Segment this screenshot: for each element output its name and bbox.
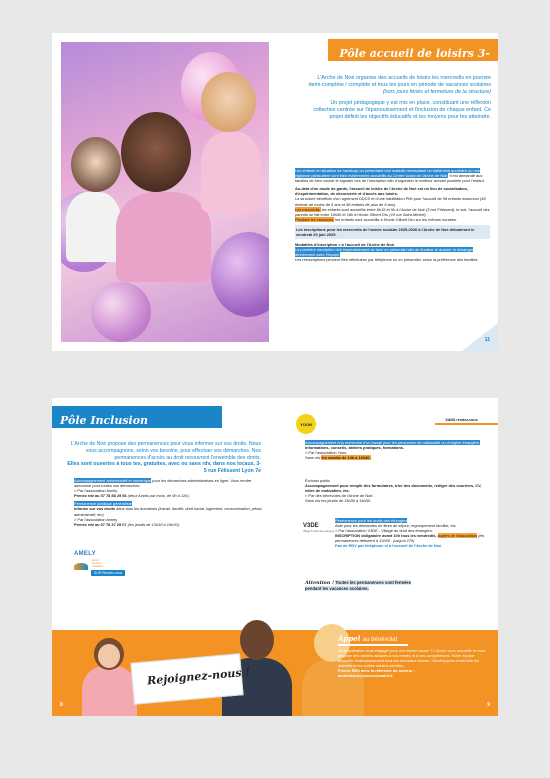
v3de-logo-sub: Village du droit des étrangers: [303, 530, 335, 533]
page-11: [275, 33, 498, 351]
child-head: [71, 137, 121, 192]
photo-page: [52, 33, 275, 351]
ecrivain-title: Écrivain public: [305, 478, 331, 483]
section-banner: [52, 406, 222, 428]
handicap-text: Il est demandé aux familles de bien vouloir le signaler lors de l'inscription afin d'organiser le meilleur accueil possible pour l'enfant.: [295, 173, 485, 184]
modalites-highlight: La première inscription doit impérativement se faire en présentiel afin de finaliser le dossier et échanger directement avec l'équipe.: [295, 247, 474, 258]
appel-email: archedenoe@armeedusalut.fr: [338, 673, 393, 679]
sur-rdv-badge: SUR Rendez-vous: [91, 570, 125, 576]
page-number: 8: [60, 702, 63, 708]
yoon-block: [305, 440, 490, 460]
child-body: [66, 192, 121, 262]
appel-body: [338, 648, 488, 679]
mode-garde-heading: Au-delà d'un mode de garde, l'accueil de loisirs de l'Arche de Noé est un lieu de socialisation, d'expérimentation, de découverte et d'accès aux loisirs.: [295, 186, 469, 197]
balloon: [91, 282, 151, 342]
appel-text: Vous souhaitez vous engager pour une bonne cause ? L'Arche vous accueille et vous propose des ateliers adaptés à vos envies et à vos compétences. Notre équipe accueille chaleureusement tous les nouveaux talents ! Développons ensemble les activités et les sorties adultes-familles.: [338, 648, 486, 669]
intro-text: [66, 441, 261, 475]
page-8-body: [74, 478, 264, 530]
child-body: [116, 192, 211, 282]
yoon-highlight: Accompagnement à la recherche d'un travail pour les personnes de nationalité ou d'origine étrangère.: [305, 440, 481, 445]
intro-text: [307, 75, 491, 125]
page-11-body: [295, 168, 490, 266]
yoon-bold: Informations, conseils, ateliers pratiques, formations.: [305, 445, 405, 451]
v3de-highlight-2: auprès de l'association: [437, 533, 477, 539]
mercredis-highlight: Les mercredis,: [295, 206, 321, 212]
ecrivain-by: > Par des bénévoles de l'Arche de Noé.: [305, 493, 374, 499]
inscriptions-notice: Les inscriptions pour les mercredis de l'année scolaire 2025-2026 à l'Arche de Noé débuteront le vendredi 20 juin 2025.: [295, 225, 490, 239]
section-title: Pôle accueil de loisirs 3-13 ans: [339, 47, 490, 78]
yoon-when-highlight: les mardis de 14h à 16h30.: [321, 455, 371, 461]
mercredis-text: , le soir, l'accueil des parents se fait entre 16h30 et 18h à l'école Gilbert Dru: [295, 206, 490, 217]
sans-rdv-tab: SANS rendez-vous: [425, 416, 498, 424]
join-us-text: Rejoignez-nous !: [146, 665, 251, 688]
ecrivain-block: [305, 478, 490, 503]
v3de-highlight: Permanence pour les droits des étrangers: [335, 518, 408, 523]
accompagnement-text: pour les démarches administratives en ligne. Vous rendre autonome pour toutes vos démarches.: [74, 478, 252, 489]
corner-decoration: [462, 323, 498, 351]
appel-title: Appel au bénévolat: [338, 634, 398, 643]
modalites-text: Les réinscriptions peuvent être effectuées par téléphone ou en présentiel, selon la préférence des familles.: [295, 257, 479, 263]
sans-rdv-underline: [435, 423, 498, 425]
vacances-highlight: Pendant les vacances,: [295, 216, 335, 222]
page-number: 9: [487, 702, 490, 708]
attention-text: Toutes les permanences sont fermées pendant les vacances scolaires.: [305, 580, 412, 592]
yoon-logo: YOON: [296, 414, 316, 434]
v3de-by: > Par l'association V3DE - Village du droit des étrangers.: [335, 528, 433, 534]
intro-bold: Elles sont ouvertes à tous tes, gratuites, avec ou sans rdv, dans nos locaux, 3-5 rue Félissent Lyon 7e: [67, 461, 261, 475]
mode-garde-text: La structure bénéficie d'un agrément DDCS et d'une habilitation PMI pour l'accueil de 96 enfants maximum: [295, 196, 479, 202]
section-banner: [328, 39, 498, 78]
intro-italic: (hors jours fériés et fermeture de la structure): [382, 89, 491, 95]
v3de-logo: V3DE: [303, 523, 319, 529]
mercredis-italic: (10 rue Saint-Michel).: [389, 211, 427, 217]
section-title: Pôle Inclusion: [60, 414, 149, 427]
page-number: 11: [484, 337, 490, 343]
appel-underline: [338, 644, 408, 646]
mercredis-italic: (3 rue Félissent): [425, 206, 455, 212]
vacances-text: les enfants sont accueillis à l'école Gilbert Dru sur les mêmes horaires.: [335, 216, 458, 222]
intro-paragraph: L'Arche de Noé organise des accueils de loisirs les mercredis en journée demi-complète / complète et tous les jours en période de vacances scolaires: [308, 75, 491, 88]
amely-tagline: accès au droit médiation: [92, 559, 104, 568]
attention-label: Attention !: [305, 580, 335, 586]
accompagnement-highlight: Accompagnement administratif et numérique: [74, 478, 152, 483]
child-body: [201, 132, 261, 212]
balloon: [211, 232, 269, 317]
intro-paragraph: L'Arche de Noé propose des permanences pour vous informer sur vos droits. Nous vous accompagnons, selon vos besoins, pour effectuer vos démarches. Nos permanences d'accès au droit recouvrent l'ensemble des droits.: [70, 441, 261, 461]
v3de-block: [335, 518, 493, 549]
ecrivain-bold: Accompagnement pour remplir des formulaires, trier des documents, rédiger des courriers, CV, lettre de motivation, etc.: [305, 483, 482, 494]
appel-contact: Prenez RDV avec la référente du secteur :: [338, 668, 415, 674]
v3de-italic: (les permanences débutent à 13h30 - jusqu'à 17h): [335, 533, 485, 544]
attention-block: [305, 580, 425, 592]
bottom-spread: [52, 398, 498, 716]
ecrivain-when: Sans rdv les jeudis de 13h30 à 16h30.: [305, 498, 372, 504]
top-spread: [52, 33, 498, 351]
modalites-heading: Modalités d'inscription > à l'accueil de l'Arche de Noé.: [295, 242, 395, 248]
juridique-text: dans tous les domaines: [116, 506, 158, 512]
juridique-by: > Par l'association Amely: [74, 516, 118, 522]
v3de-bold: INSCRIPTION obligatoire avant 10h tous les vendredis,: [335, 533, 437, 539]
accompagnement-by: > Par l'association Amely: [74, 488, 118, 494]
juridique-rdv-italic: (les jeudis de 13h30 à 16h30).: [127, 521, 181, 527]
mercredis-text: les enfants sont accueillis entre 8h15 et 9h à l'Arche de Noé: [321, 206, 425, 212]
accompagnement-rdv: Prenez rdv au 07 78 58 29 66: [74, 493, 127, 499]
handicap-highlight: Les enfants en situation de handicap ou présentant une maladie nécessitant un traitement quotidien ou une vigilance particulière sont bien évidemment accueillis au Centre social de l'Arche de Noé.: [295, 168, 480, 179]
child-head: [201, 72, 256, 132]
children-balloons-photo: [61, 42, 269, 342]
intro-paragraph: Un projet pédagogique y est mis en place, constituant une réflexion collective centrée sur l'épanouissement et l'inclusion de chaque enfant. Ce projet définit les objectifs éducatifs et les moyens pour les atteindre.: [313, 100, 491, 120]
child-head: [121, 112, 191, 192]
mode-garde-italic: (48 enfants de moins de 6 ans et 48 enfants de plus de 6 ans).: [295, 196, 486, 207]
v3de-note: Pas de RDV par téléphone ni à l'accueil de l'Arche de Noé.: [335, 543, 443, 549]
page-8: [52, 398, 275, 716]
page-9: [275, 398, 498, 716]
juridique-italic: (travail, famille, droit social, logement, consommation, pénal, administratif, etc).: [74, 506, 263, 517]
amely-logo-mark: [74, 563, 88, 570]
juridique-bold: Informe sur vos droits: [74, 506, 116, 512]
juridique-rdv: Prenez rdv au 07 78 37 29 07: [74, 521, 127, 527]
v3de-text: Aide pour les demandes de titres de séjour, regroupement familial, etc.: [335, 523, 457, 529]
accompagnement-rdv-italic: (deux lundis par mois, de 9h à 12h).: [127, 493, 190, 499]
yoon-when: Sans rdv: [305, 455, 321, 461]
yoon-by: > Par l'association Yoon.: [305, 450, 348, 456]
juridique-highlight: Permanence juridique généraliste: [74, 501, 132, 507]
amely-logo: AMELY: [74, 551, 96, 557]
